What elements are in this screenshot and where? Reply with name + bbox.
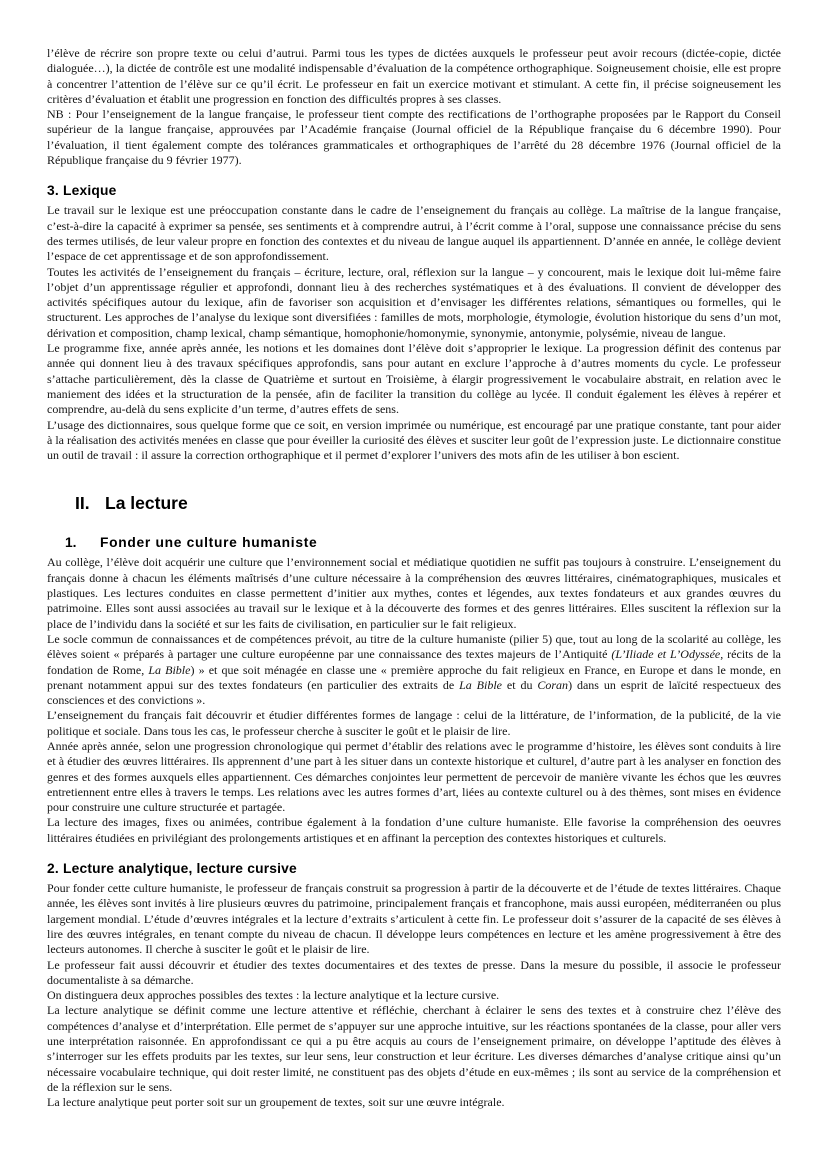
document-content [47, 46, 781, 1111]
paragraph-lexique-programme: Le programme fixe, année après année, les notions et les domaines dont l’élève doit s’approprier le lexique. La progression définit des contenus par année qui donnent lieu à des travaux spécifiques approfondis, sans pour autant en exclure l’approche à d’autres moments du cycle. Le professeur s’attache particulièrement, dès la classe de Quatrième et surtout en Troisième, à élargir progressivement le vocabulaire abstrait, en relation avec le maniement des idées et la structuration de la pensée, afin de faciliter la transition du collège au lycée. Il conduit également les élèves à repérer et comprendre, au-delà du sens explicite d’un terme, d’autres effets de sens. [47, 341, 781, 417]
paragraph-lecture-analytique-portee: La lecture analytique peut porter soit sur un groupement de textes, soit sur une œuvre intégrale. [47, 1095, 505, 1110]
paragraph-lecture-analytique-definition: La lecture analytique se définit comme une lecture attentive et réfléchie, cherchant à éclairer le sens des textes et à construire chez l’élève des compétences d’analyse et d’interprétation. Elle permet de s’appuyer sur une approche intuitive, sur les réactions spontanées de la classe, pour aller vers une interprétation raisonnée. En approfondissant ce qui a pu être acquis au cours de l’enseignement primaire, on développe l’aptitude des élèves à s’interroger sur les effets produits par les textes, sur leur sens, leur construction et leur écriture. Les diverses démarches d’analyse critique ainsi qu’un nécessaire vocabulaire technique, qui doit rester limité, ne constituent pas des objets d’étude en eux-mêmes ; ils sont au service de la compréhension et de la réflexion sur le sens. [47, 1003, 781, 1094]
paragraph-lexique-activites: Toutes les activités de l’enseignement du français – écriture, lecture, oral, réflexion sur la langue – y concourent, mais le lexique doit lui-même faire l’objet d’un apprentissage régulier et approfondi, donnant lieu à des recherches systématiques et à des évaluations. Il convient de développer des activités spécifiques autour du lexique, afin de favoriser son acquisition et d’envisager les différentes relations, sémantiques ou formelles, qui le structurent. Les approches de l’analyse du lexique sont diversifiées : familles de mots, morphologie, étymologie, évolution historique du sens d’un mot, dérivation et composition, champ lexical, champ sémantique, homophonie/homonymie, synonymie, antonymie, polysémie, niveau de langue. [47, 264, 781, 340]
heading-label: 3. Lexique [47, 183, 117, 199]
text-run: ) dans un esprit de laïcité respectueux des consciences et des convictions ». [47, 677, 781, 708]
italic-text-run: (L’Iliade [611, 647, 654, 662]
heading-fonder-culture-humaniste [65, 535, 781, 551]
paragraph-fonder-culture-progression: Pour fonder cette culture humaniste, le professeur de français construit sa progression à partir de la découverte et de l’étude de textes littéraires. Chaque année, les élèves sont invités à lire plusieurs œuvres du patrimoine, principalement français et francophone, mais aussi européen, méditerranéen ou plus largement mondial. L’étude d’œuvres intégrales et la lecture d’extraits s’articulent à cette fin. Le professeur doit s’assurer de la capacité de ses élèves à lire des œuvres intégrales, en tenant compte du niveau de chacun. Il développe leurs compétences en lecture et les amène progressivement à être des lecteurs autonomes. Il cherche à susciter le goût et le plaisir de lire. [47, 881, 781, 957]
paragraph-dictee-evaluation: l’élève de récrire son propre texte ou celui d’autrui. Parmi tous les types de dictées auxquels le professeur peut avoir recours (dictée-copie, dictée dialoguée…), la dictée de contrôle est une modalité indispensable d’évaluation de la compétence orthographique. Soigneusement choisie, elle est propre à concentrer l’attention de l’élève sur ce qu’il écrit. Le professeur en fait un exercice motivant et stimulant. A cette fin, il précise soigneusement les critères d’évaluation et établit une progression en fonction des difficultés propres à ses classes. [47, 46, 781, 106]
heading-label: Fonder une culture humaniste [100, 535, 318, 551]
italic-text-run: et [653, 647, 671, 662]
paragraph-lexique-dictionnaires: L’usage des dictionnaires, sous quelque forme que ce soit, en version imprimée ou numérique, est encouragé par une pratique constante, tant pour aider à la réalisation des activités menées en classe que pour éveiller la curiosité des élèves et susciter leur goût de l’expression juste. Le dictionnaire constitue un outil de travail : il assure la correction orthographique et il permet d’explorer l’univers des mots afin de les utiliser à bon escient. [47, 417, 781, 463]
paragraph-progression-chronologique: Année après année, selon une progression chronologique qui permet d’établir des relations avec le programme d’histoire, les élèves sont conduits à lire et à étudier des œuvres littéraires. Ils apprennent d’une part à les situer dans un contexte historique et culturel, d’autre part à les analyser en fonction des genres et des formes auxquels elles appartiennent. Ces démarches conjointes leur permettent de percevoir de manière vivante les échos que les œuvres entretiennent entre elles à travers le temps. Les relations avec les autres formes d’art, liées au contexte culturel ou à des thèmes, sont mises en évidence pour construire une culture structurée et partagée. [47, 738, 781, 815]
paragraph-lexique-preoccupation: Le travail sur le lexique est une préoccupation constante dans le cadre de l’enseignement du français au collège. La maîtrise de la langue française, c’est-à-dire la capacité à exprimer sa pensée, ses sentiments et à comprendre autrui, à l’écrit comme à l’oral, suppose une connaissance précise du sens des termes utilisés, de leur valeur propre en fonction des contextes et du niveau de langue auquel ils appartiennent. D’année en année, le collège devient l’espace de cet apprentissage et de son approfondissement. [47, 203, 781, 264]
heading-label: La lecture [105, 493, 188, 514]
heading-la-lecture [75, 493, 781, 514]
heading-lecture-analytique-cursive [47, 861, 781, 877]
paragraph-nb-rectifications: NB : Pour l’enseignement de la langue française, le professeur tient compte des rectifications de l’orthographe proposées par le Rapport du Conseil supérieur de la langue française, approuvées par l’Académie française (Journal officiel de la République française du 6 décembre 1990). Pour l’évaluation, il tient également compte des tolérances grammaticales et orthographiques de l’arrêté du 28 décembre 1976 (Journal officiel de la République française du 9 février 1977). [47, 107, 781, 168]
heading-number: 1. [65, 535, 77, 551]
paragraph-formes-langage: L’enseignement du français fait découvrir et étudier différentes formes de langage : celui de la littérature, de l’information, de la publicité, de la vie politique et sociale. Dans tous les cas, le professeur cherche à susciter le goût et le plaisir de lire. [47, 708, 781, 738]
paragraph-culture-acquerir: Au collège, l’élève doit acquérir une culture que l’environnement social et médiatique quotidien ne suffit pas toujours à construire. L’enseignement du français donne à chacun les éléments maîtrisés d’une culture nécessaire à la compréhension des œuvres littéraires, cinématographiques, musicales et plastiques. Les lectures conduites en classe permettent d’initier aux mythes, contes et légendes, aux textes fondateurs et aux grandes œuvres du patrimoine. Elles sont aussi associées au travail sur le lexique et à la découverte des formes et des genres littéraires. Elles suscitent la réflexion sur la place de l’individu dans la société et sur les faits de civilisation, en particulier sur le fait religieux. [47, 555, 781, 631]
paragraph-lecture-images: La lecture des images, fixes ou animées, contribue également à la fondation d’une culture humaniste. Elle favorise la compréhension des oeuvres littéraires étudiées en privilégiant des prolongements artistiques et en affinant la perception des contextes historiques et culturels. [47, 815, 781, 845]
heading-lexique [47, 183, 781, 199]
paragraph-socle-commun [47, 632, 781, 708]
heading-label: 2. Lecture analytique, lecture cursive [47, 861, 297, 877]
italic-text-run: La Bible [459, 677, 502, 692]
paragraph-textes-documentaires: Le professeur fait aussi découvrir et étudier des textes documentaires et des textes de presse. Dans la mesure du possible, il associe le professeur documentaliste à sa démarche. [47, 957, 781, 987]
text-run: ) » et que soit ménagée en classe une « première approche du fait religieux en France, en Europe et dans le monde, en prenant notamment appui sur des textes fondateurs (en particulier des extraits de [47, 662, 781, 692]
italic-text-run: Coran [537, 677, 569, 692]
italic-text-run: La Bible [148, 662, 191, 677]
text-run: et du [501, 677, 538, 692]
text-run: , récits de la fondation de Rome, [47, 647, 781, 677]
paragraph-deux-approches: On distinguera deux approches possibles des textes : la lecture analytique et la lecture cursive. [47, 988, 500, 1003]
italic-text-run: L’Odyssée [670, 647, 721, 662]
text-run: Le socle commun de connaissances et de compétences prévoit, au titre de la culture humaniste (pilier 5) que, tout au long de la scolarité au collège, les élèves soient « préparés à partager une culture européenne par une connaissance des textes majeurs de l’Antiquité [47, 631, 781, 662]
heading-number: II. [75, 493, 90, 514]
